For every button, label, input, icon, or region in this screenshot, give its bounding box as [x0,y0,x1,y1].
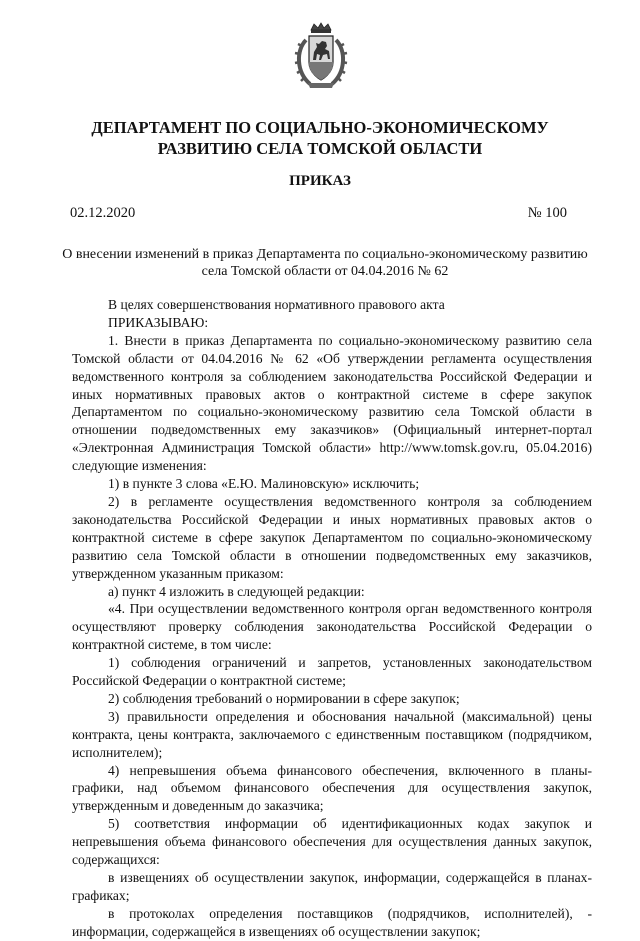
document-title-line-2: села Томской области от 04.04.2016 № 62 [201,264,449,279]
paragraph-point-a: а) пункт 4 изложить в следующей редакции: [108,583,365,599]
paragraph-order-word: ПРИКАЗЫВАЮ: [108,314,209,330]
paragraph-check-4: 4) непревышения объема финансового обеспечения, включенного в планы-графики, над объемом финансового обеспечения для осуществления закупок, утвержденным и доведенным до заказчика; [72,762,592,814]
paragraph-check-3: 3) правильности определения и обоснования начальной (максимальной) цены контракта, цены контракта, заключаемого с единственным поставщиком (подрядчиком, исполнителем); [72,708,592,760]
paragraph-check-5: 5) соответствия информации об идентификационных кодах закупок и непревышения объема финансового обеспечения для осуществления данных закупок, содержащихся: [72,816,592,868]
paragraph-subitem-1: 1) в пункте 3 слова «Е.Ю. Малиновскую» исключить; [108,476,420,492]
document-type: ПРИКАЗ [289,173,351,189]
paragraph-check-2: 2) соблюдения требований о нормировании в сфере закупок; [108,690,460,706]
paragraph-check-1: 1) соблюдения ограничений и запретов, установленных законодательством Российской Федерации о контрактной системе; [72,655,592,689]
paragraph-clause-4: «4. При осуществлении ведомственного контроля орган ведомственного контроля осуществляют проверку соблюдения законодательства Российской Федерации о контрактной системе, в том числе: [72,601,592,653]
coat-of-arms-icon [292,22,350,92]
paragraph-check-5-protocols: в протоколах определения поставщиков (подрядчиков, исполнителей), - информации, содержащейся в извещениях об осуществлении закупок; [72,905,592,939]
document-title [60,246,590,280]
document-number: № 100 [527,205,567,221]
document-body [72,296,592,941]
department-name-line-1: ДЕПАРТАМЕНТ ПО СОЦИАЛЬНО-ЭКОНОМИЧЕСКОМУ [91,118,549,137]
document-date: 02.12.2020 [70,205,136,221]
paragraph-check-5-notices: в извещениях об осуществлении закупок, информации, содержащейся в планах-графиках; [72,870,592,903]
paragraph-preamble: В целях совершенствования нормативного правового акта [108,297,445,312]
department-name-line-2: РАЗВИТИЮ СЕЛА ТОМСКОЙ ОБЛАСТИ [157,139,483,158]
paragraph-subitem-2: 2) в регламенте осуществления ведомственного контроля за соблюдением законодательства Российской Федерации и иных нормативных правовых актов о контрактной системе в сфере закупок Департаментом по социально-экономическому развитию села Томской области в отношении подведомственных ему заказчиков, утвержденном указанным приказом: [72,493,592,581]
paragraph-item-1: 1. Внести в приказ Департамента по социально-экономическому развитию села Томской области от 04.04.2016 № 62 «Об утверждении регламента осуществления ведомственного контроля за соблюдением законодательства Российской Федерации и иных нормативных правовых актов о контрактной системе в сфере закупок Департаментом по социально-экономическому развитию села Томской области в отношении подведомственных ему заказчиков» (Официальный интернет-портал «Электронная Администрация Томской области» http://www.tomsk.gov.ru, 05.04.2016) следующие изменения: [72,332,592,474]
document-title-line-1: О внесении изменений в приказ Департамента по социально-экономическому развитию [62,247,588,262]
department-name [0,117,640,159]
